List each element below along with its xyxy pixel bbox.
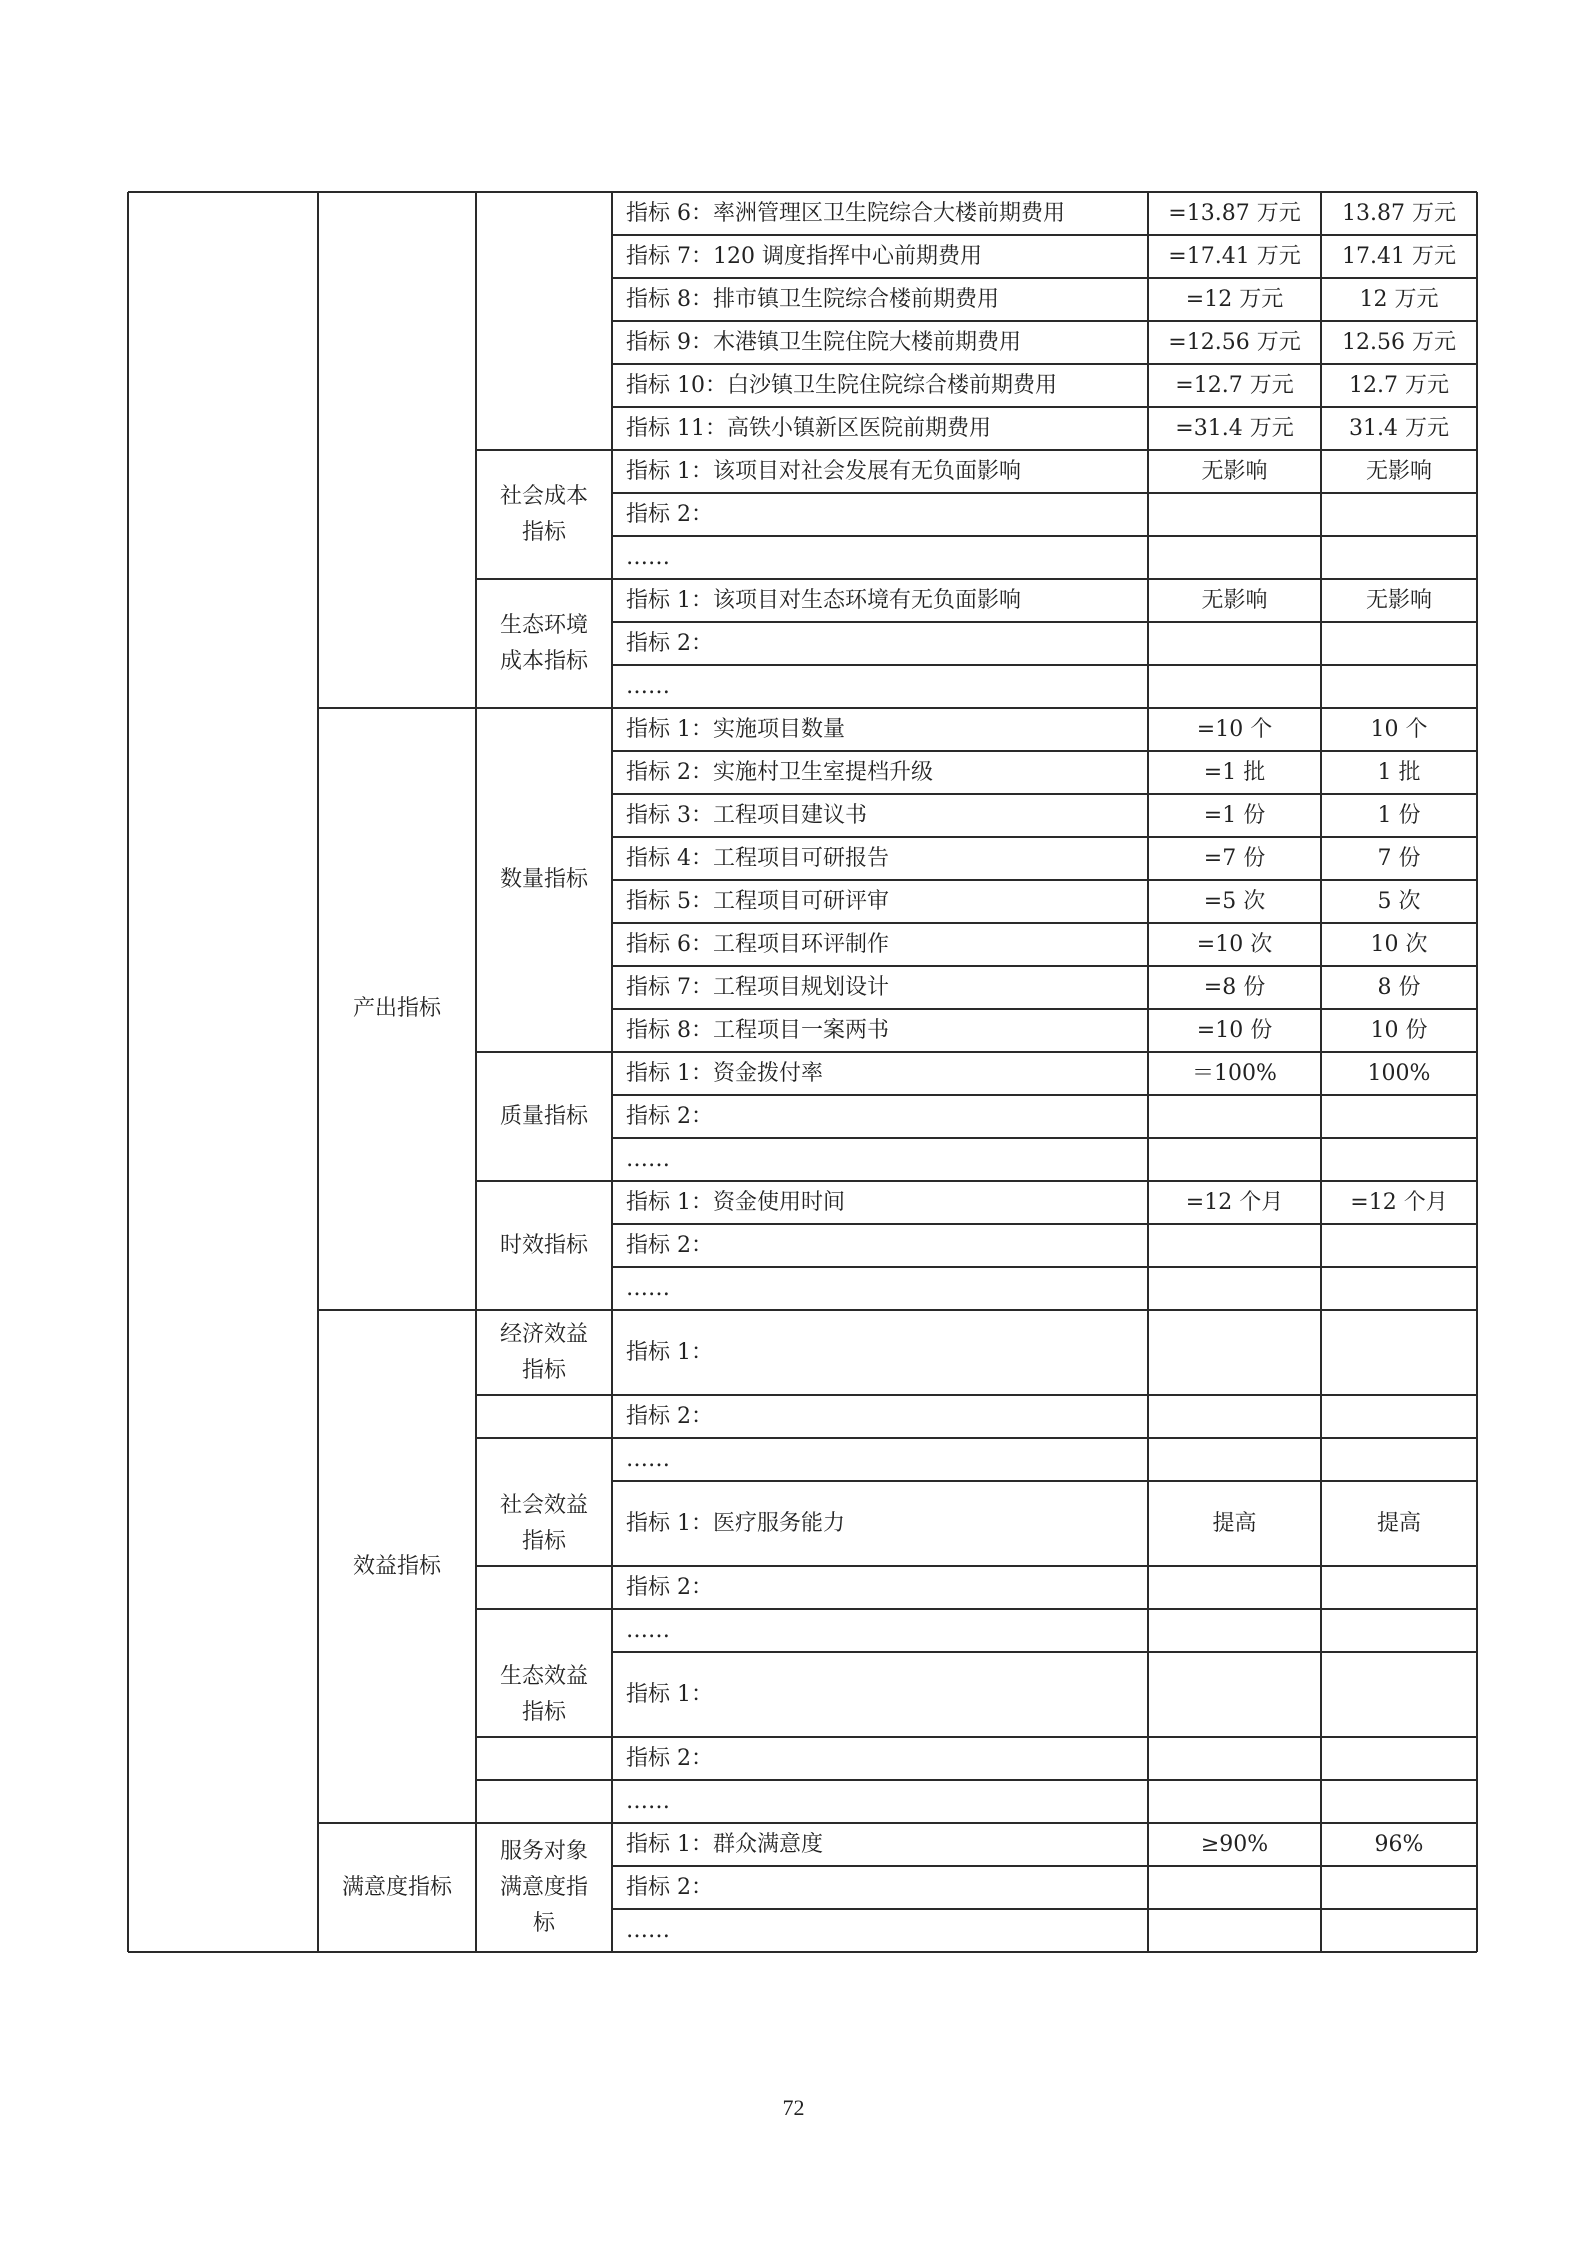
- indicator-cell: ……: [626, 1446, 670, 1472]
- indicator-cell: 指标 9：木港镇卫生院住院大楼前期费用: [626, 329, 1021, 355]
- level2-quality-indicators: 质量指标: [499, 1103, 588, 1129]
- indicator-cell: ……: [626, 1275, 670, 1301]
- indicator-cell: 指标 2：: [626, 1745, 713, 1771]
- target-value-cell: [1148, 1224, 1321, 1267]
- level2-timeliness-indicators: 时效指标: [499, 1232, 588, 1258]
- indicator-cell: ……: [626, 673, 670, 699]
- indicator-cell: 指标 1：资金使用时间: [626, 1189, 845, 1215]
- actual-value-cell: [1321, 1095, 1477, 1138]
- indicator-cell: 指标 2：实施村卫生室提档升级: [626, 759, 933, 785]
- indicator-cell: 指标 11：高铁小镇新区医院前期费用: [626, 415, 991, 441]
- level2-social-benefit-indicators: 社会效益 指标: [499, 1492, 588, 1554]
- actual-value-cell: 无影响: [1365, 458, 1432, 484]
- indicator-cell: 指标 8：排市镇卫生院综合楼前期费用: [626, 286, 999, 312]
- target-value-cell: 无影响: [1201, 458, 1268, 484]
- actual-value-cell: 100%: [1367, 1060, 1431, 1086]
- indicator-cell: 指标 5：工程项目可研评审: [626, 888, 889, 914]
- actual-value-cell: [1321, 1224, 1477, 1267]
- actual-value-cell: [1321, 1267, 1477, 1310]
- actual-value-cell: [1321, 536, 1477, 579]
- target-value-cell: =7 份: [1203, 845, 1266, 871]
- page-number: 72: [782, 2095, 805, 2120]
- target-value-cell: [1148, 1609, 1321, 1652]
- actual-value-cell: =12 个月: [1350, 1189, 1448, 1215]
- actual-value-cell: [1321, 1609, 1477, 1652]
- indicator-cell: ……: [626, 1617, 670, 1643]
- indicator-cell: 指标 2：: [626, 501, 713, 527]
- level2-social-cost-indicators: 社会成本 指标: [499, 483, 588, 545]
- indicator-cell: 指标 1：: [626, 1681, 713, 1707]
- indicator-cell: ……: [626, 1917, 670, 1943]
- target-value-cell: =12.7 万元: [1175, 372, 1294, 398]
- indicator-cell: 指标 3：工程项目建议书: [626, 802, 867, 828]
- target-value-cell: [1148, 1438, 1321, 1481]
- level2-eco-cost-indicators: 生态环境 成本指标: [499, 612, 588, 674]
- target-value-cell: ≥90%: [1200, 1831, 1269, 1857]
- level2-eco-benefit-indicators: 生态效益 指标: [499, 1663, 588, 1725]
- target-value-cell: [1148, 1737, 1321, 1780]
- actual-value-cell: [1321, 622, 1477, 665]
- actual-value-cell: [1321, 1909, 1477, 1952]
- actual-value-cell: [1321, 1138, 1477, 1181]
- indicator-cell: ……: [626, 1146, 670, 1172]
- actual-value-cell: [1321, 1566, 1477, 1609]
- target-value-cell: =10 个: [1196, 716, 1273, 742]
- actual-value-cell: 5 次: [1377, 888, 1421, 914]
- actual-value-cell: [1321, 1866, 1477, 1909]
- target-value-cell: [1148, 1310, 1321, 1395]
- indicator-cell: 指标 2：: [626, 1103, 713, 1129]
- actual-value-cell: 无影响: [1365, 587, 1432, 613]
- indicator-cell: ……: [626, 1788, 670, 1814]
- indicator-cell: 指标 1：资金拨付率: [626, 1060, 823, 1086]
- target-value-cell: =12 个月: [1185, 1189, 1284, 1215]
- level2-quantity-indicators: 数量指标: [499, 867, 588, 892]
- target-value-cell: =10 份: [1196, 1017, 1273, 1043]
- actual-value-cell: 1 份: [1377, 802, 1421, 828]
- level1-satisfaction-indicators: 满意度指标: [341, 1874, 452, 1900]
- target-value-cell: [1148, 1652, 1321, 1737]
- indicator-cell: 指标 8：工程项目一案两书: [626, 1017, 889, 1043]
- level1-output-indicators: 产出指标: [352, 996, 441, 1021]
- actual-value-cell: 7 份: [1377, 845, 1421, 871]
- actual-value-cell: 12.56 万元: [1342, 329, 1456, 355]
- level2-service-satisfaction-indicators: 服务对象 满意度指 标: [499, 1838, 588, 1936]
- target-value-cell: [1148, 1780, 1321, 1823]
- target-value-cell: [1148, 665, 1321, 708]
- indicator-cell: 指标 7：工程项目规划设计: [626, 974, 889, 1000]
- target-value-cell: [1148, 1909, 1321, 1952]
- target-value-cell: =31.4 万元: [1175, 415, 1294, 441]
- actual-value-cell: [1321, 1395, 1477, 1438]
- target-value-cell: =17.41 万元: [1168, 243, 1301, 269]
- target-value-cell: =1 份: [1203, 802, 1266, 828]
- target-value-cell: ＝100%: [1192, 1060, 1277, 1086]
- level1-benefit-indicators: 效益指标: [352, 1553, 441, 1579]
- target-value-cell: [1148, 1138, 1321, 1181]
- target-value-cell: [1148, 536, 1321, 579]
- target-value-cell: =5 次: [1203, 888, 1266, 914]
- indicator-cell: 指标 1：医疗服务能力: [626, 1510, 845, 1536]
- target-value-cell: =13.87 万元: [1168, 200, 1301, 226]
- indicator-cell: 指标 2：: [626, 1403, 713, 1429]
- indicator-cell: 指标 1：群众满意度: [626, 1831, 823, 1857]
- indicator-cell: 指标 10：白沙镇卫生院住院综合楼前期费用: [626, 372, 1057, 398]
- level2-economic-benefit-indicators: 经济效益 指标: [499, 1321, 588, 1383]
- actual-value-cell: [1321, 1652, 1477, 1737]
- actual-value-cell: 1 批: [1377, 759, 1421, 785]
- target-value-cell: =10 次: [1196, 931, 1273, 957]
- target-value-cell: [1148, 1866, 1321, 1909]
- indicator-cell: 指标 2：: [626, 1874, 713, 1900]
- target-value-cell: =12 万元: [1185, 286, 1284, 312]
- actual-value-cell: 10 次: [1370, 931, 1428, 957]
- target-value-cell: [1148, 1095, 1321, 1138]
- actual-value-cell: [1321, 1310, 1477, 1395]
- indicator-cell: 指标 1：该项目对社会发展有无负面影响: [626, 458, 1021, 484]
- indicator-cell: 指标 7：120 调度指挥中心前期费用: [626, 243, 982, 269]
- indicator-cell: 指标 6：率洲管理区卫生院综合大楼前期费用: [626, 200, 1065, 226]
- performance-indicator-table: [128, 192, 1477, 1962]
- actual-value-cell: 提高: [1376, 1510, 1421, 1536]
- target-value-cell: [1148, 1267, 1321, 1310]
- indicator-cell: 指标 2：: [626, 630, 713, 656]
- actual-value-cell: [1321, 493, 1477, 536]
- actual-value-cell: 8 份: [1377, 974, 1421, 1000]
- actual-value-cell: 10 份: [1370, 1017, 1428, 1043]
- target-value-cell: =1 批: [1203, 759, 1266, 785]
- indicator-cell: 指标 2：: [626, 1574, 713, 1600]
- indicator-cell: 指标 1：: [626, 1339, 713, 1365]
- actual-value-cell: 12 万元: [1359, 286, 1439, 312]
- target-value-cell: 提高: [1212, 1510, 1257, 1536]
- actual-value-cell: 10 个: [1370, 716, 1428, 742]
- actual-value-cell: 17.41 万元: [1342, 243, 1456, 269]
- table-column-rule: [127, 192, 129, 1952]
- actual-value-cell: [1321, 665, 1477, 708]
- target-value-cell: =12.56 万元: [1168, 329, 1301, 355]
- actual-value-cell: [1321, 1438, 1477, 1481]
- actual-value-cell: [1321, 1780, 1477, 1823]
- target-value-cell: 无影响: [1201, 587, 1268, 613]
- target-value-cell: =8 份: [1203, 974, 1266, 1000]
- indicator-cell: 指标 1：该项目对生态环境有无负面影响: [626, 587, 1021, 613]
- indicator-cell: 指标 2：: [626, 1232, 713, 1258]
- actual-value-cell: [1321, 1737, 1477, 1780]
- target-value-cell: [1148, 622, 1321, 665]
- actual-value-cell: 96%: [1374, 1831, 1424, 1857]
- indicator-cell: 指标 6：工程项目环评制作: [626, 931, 889, 957]
- target-value-cell: [1148, 493, 1321, 536]
- indicator-cell: 指标 1：实施项目数量: [626, 716, 845, 742]
- actual-value-cell: 13.87 万元: [1342, 200, 1456, 226]
- target-value-cell: [1148, 1566, 1321, 1609]
- actual-value-cell: 12.7 万元: [1349, 372, 1449, 398]
- target-value-cell: [1148, 1395, 1321, 1438]
- indicator-cell: ……: [626, 544, 670, 570]
- indicator-cell: 指标 4：工程项目可研报告: [626, 845, 889, 871]
- actual-value-cell: 31.4 万元: [1349, 415, 1449, 441]
